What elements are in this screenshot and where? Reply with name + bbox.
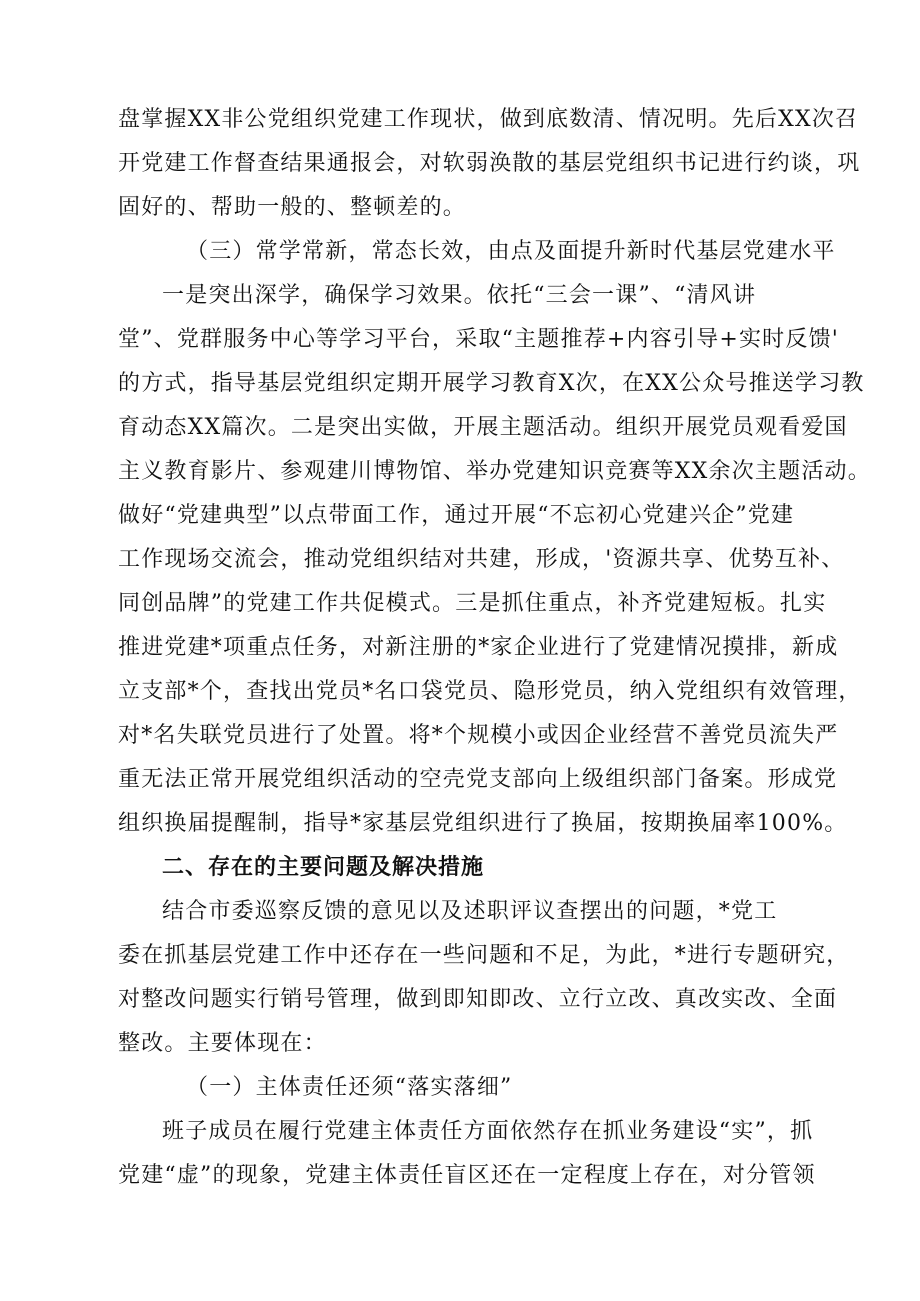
paragraph-line: 的方式，指导基层党组织定期开展学习教育X次，在XX公众号推送学习教 (118, 371, 865, 396)
section-subheading: （一）主体责任还须“落实落细” (186, 1075, 513, 1100)
paragraph-line: 同创品牌”的党建工作共促模式。三是抓住重点，补齐党建短板。扎实 (118, 591, 827, 616)
paragraph-line: 党建“虚”的现象，党建主体责任盲区还在一定程度上存在，对分管领 (118, 1163, 816, 1188)
paragraph-line: 开党建工作督查结果通报会，对软弱涣散的基层党组织书记进行约谈，巩 (118, 151, 861, 176)
paragraph-line: 工作现场交流会，推动党组织结对共建，形成，'资源共享、优势互补、 (118, 547, 845, 572)
paragraph-line: 对*名失联党员进行了处置。将*个规模小或因企业经营不善党员流失严 (118, 723, 839, 748)
paragraph-line: 固好的、帮助一般的、整顿差的。 (118, 195, 467, 220)
paragraph-line: 盘掌握XX非公党组织党建工作现状，做到底数清、情况明。先后XX次召 (118, 107, 859, 132)
paragraph-line: 推进党建*项重点任务，对新注册的*家企业进行了党建情况摸排，新成 (118, 635, 839, 660)
paragraph-line: 一是突出深学，确保学习效果。依托“三会一课”、“清风讲 (162, 283, 757, 308)
section-subheading: （三）常学常新，常态长效，由点及面提升新时代基层党建水平 (186, 239, 836, 264)
paragraph-line: 立支部*个，查找出党员*名口袋党员、隐形党员，纳入党组织有效管理， (118, 679, 862, 704)
paragraph-line: 对整改问题实行销号管理，做到即知即改、立行立改、真改实改、全面 (118, 987, 838, 1012)
paragraph-line: 主义教育影片、参观建川博物馆、举办党建知识竞赛等XX余次主题活动。 (118, 459, 871, 484)
section-heading: 二、存在的主要问题及解决措施 (162, 855, 485, 880)
paragraph-line: 堂”、党群服务中心等学习平台，采取“主题推荐+内容引导+实时反馈' (118, 327, 840, 352)
paragraph-line: 重无法正常开展党组织活动的空壳党支部向上级组织部门备案。形成党 (118, 767, 838, 792)
paragraph-line: 委在抓基层党建工作中还存在一些问题和不足，为此，*进行专题研究， (118, 943, 850, 968)
paragraph-line: 班子成员在履行党建主体责任方面依然存在抓业务建设“实”，抓 (162, 1119, 814, 1144)
paragraph-line: 做好“党建典型”以点带面工作，通过开展“不忘初心党建兴企”党建 (118, 503, 795, 528)
paragraph-line: 整改。主要体现在： (118, 1031, 327, 1056)
paragraph-line: 组织换届提醒制，指导*家基层党组织进行了换届，按期换届率100%。 (118, 811, 848, 836)
paragraph-line: 结合市委巡察反馈的意见以及述职评议查摆出的问题，*党工 (162, 899, 778, 924)
paragraph-line: 育动态XX篇次。二是突出实做，开展主题活动。组织开展党员观看爱国 (118, 415, 848, 440)
